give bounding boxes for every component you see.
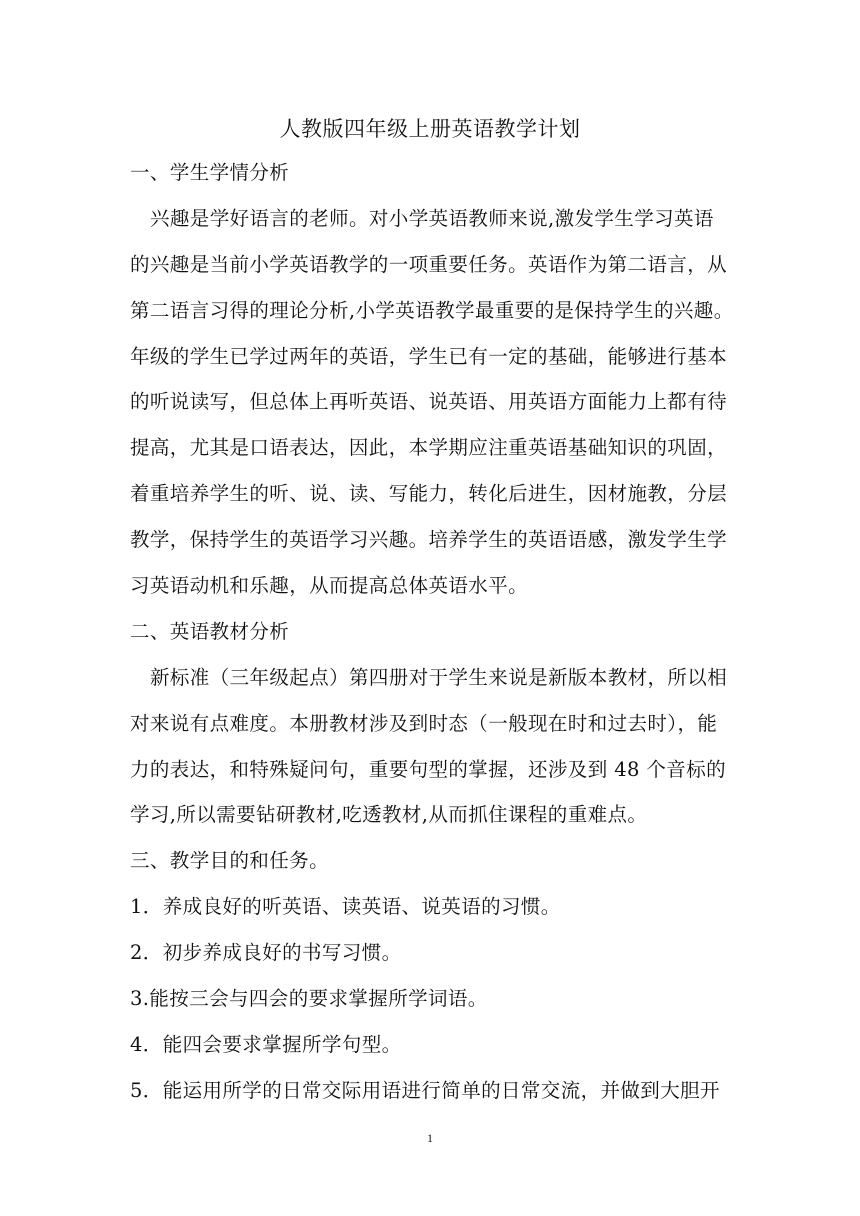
paragraph-line: 的听说读写，但总体上再听英语、说英语、用英语方面能力上都有待 xyxy=(130,390,728,414)
paragraph-line: 第二语言习得的理论分析,小学英语教学最重要的是保持学生的兴趣。 xyxy=(130,298,734,322)
list-item: 2．初步养成良好的书写习惯。 xyxy=(130,941,402,965)
document-title: 人教版四年级上册英语教学计划 xyxy=(279,117,581,141)
section-heading-student-analysis: 一、学生学情分析 xyxy=(130,161,290,184)
list-item: 4．能四会要求掌握所学句型。 xyxy=(130,1032,402,1056)
paragraph-line: 新标准（三年级起点）第四册对于学生来说是新版本教材，所以相 xyxy=(150,665,728,689)
paragraph-line: 的兴趣是当前小学英语教学的一项重要任务。英语作为第二语言，从 xyxy=(130,252,728,276)
document-body xyxy=(130,158,735,1122)
list-item: 3.能按三会与四会的要求掌握所学词语。 xyxy=(130,987,488,1011)
paragraph-line: 提高，尤其是口语表达，因此，本学期应注重英语基础知识的巩固， xyxy=(130,436,728,460)
list-item: 5．能运用所学的日常交际用语进行简单的日常交流，并做到大胆开 xyxy=(130,1078,720,1102)
section-heading-textbook-analysis: 二、英语教材分析 xyxy=(130,619,290,643)
paragraph-line: 力的表达，和特殊疑问句，重要句型的掌握，还涉及到 48 个音标的 xyxy=(130,757,727,781)
list-item: 1．养成良好的听英语、读英语、说英语的习惯。 xyxy=(130,895,561,919)
paragraph-line: 着重培养学生的听、说、读、写能力，转化后进生，因材施教，分层 xyxy=(130,482,728,506)
paragraph-line: 年级的学生已学过两年的英语，学生已有一定的基础，能够进行基本 xyxy=(130,344,728,368)
paragraph-line: 兴趣是学好语言的老师。对小学英语教师来说,激发学生学习英语 xyxy=(150,206,714,230)
paragraph-line: 习英语动机和乐趣，从而提高总体英语水平。 xyxy=(130,574,529,598)
paragraph-line: 对来说有点难度。本册教材涉及到时态（一般现在时和过去时），能 xyxy=(130,711,718,735)
section-heading-goals: 三、教学目的和任务。 xyxy=(130,849,330,873)
page-number: 1 xyxy=(427,1131,433,1145)
paragraph-line: 教学，保持学生的英语学习兴趣。培养学生的英语语感，激发学生学 xyxy=(130,528,728,552)
paragraph-line: 学习,所以需要钻研教材,吃透教材,从而抓住课程的重难点。 xyxy=(130,803,648,827)
